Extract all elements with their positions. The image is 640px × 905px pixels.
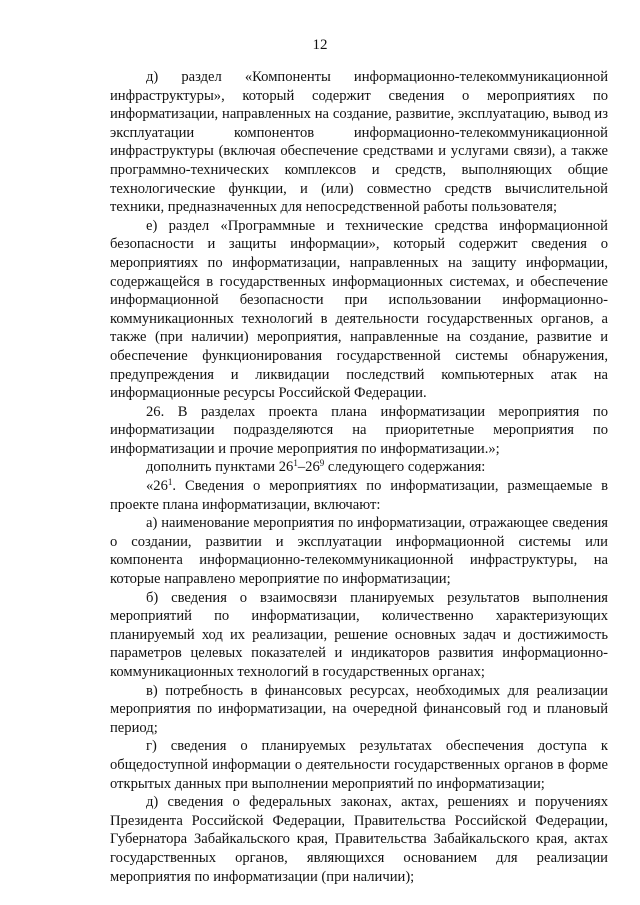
supplement-prefix: дополнить пунктами 26	[146, 459, 294, 476]
paragraph-d-components: д) раздел «Компоненты информационно-телекоммуникационной инфраструктуры», который содержит сведения о мероприятиях по информатизации, направленных на создание, развитие, эксплуатацию, вывод из эксплуатации компонентов информационно-телекоммуникационной инфраструктуры (включая обеспечение средствами и услугами связи), а также программно-технических комплексов и средств, выполняющих общие технологические функции, и (или) совместно средств вычислительной техники, предназначенных для непосредственной работы пользователя;	[110, 69, 608, 216]
document-body	[110, 68, 608, 886]
supplement-dash: –26	[297, 459, 320, 476]
supplement-suffix: следующего содержания:	[324, 459, 486, 476]
paragraph-g-open-data: г) сведения о планируемых результатах обеспечения доступа к общедоступной информации о деятельности государственных органов в форме открытых данных при выполнении мероприятий по информатизации;	[110, 738, 608, 792]
p26-1-prefix: «26	[146, 478, 168, 495]
p26-1-text: . Сведения о мероприятиях по информатизации, размещаемые в проекте плана информатизации, включают:	[110, 478, 608, 513]
paragraph-v-finance: в) потребность в финансовых ресурсах, необходимых для реализации мероприятия по информатизации, на очередной финансовый год и плановый период;	[110, 682, 608, 736]
supplement-sup-last: 9	[319, 458, 325, 469]
supplement-sup-first: 1	[293, 458, 298, 469]
paragraph-supplement	[110, 458, 608, 477]
page-number: 12	[312, 37, 328, 53]
paragraph-26-1	[110, 477, 608, 514]
paragraph-b-results: б) сведения о взаимосвязи планируемых результатов выполнения мероприятий по информатизации, количественно характеризующих планируемый ход их реализации, решение основных задач и достижимость параметров целевых показателей и индикаторов развития информационно-коммуникационных технологий в государственных органах;	[110, 589, 608, 680]
paragraph-e-security: е) раздел «Программные и технические средства информационной безопасности и защиты информации», который содержит сведения о мероприятиях по информатизации, направленных на защиту информации, содержащейся в государственных информационных системах, и обеспечение информационной безопасности при использовании информационно-коммуникационных технологий в деятельности государственных органов, а также (при наличии) мероприятия, направленные на создание, развитие и обеспечение функционирования государственной системы обнаружения, предупреждения и ликвидации последствий компьютерных атак на информационные ресурсы Российской Федерации.	[110, 217, 608, 402]
p26-1-sup: 1	[167, 477, 173, 488]
paragraph-a-name: а) наименование мероприятия по информатизации, отражающее сведения о создании, развитии и эксплуатации информационной системы или компонента информационно-телекоммуникационной инфраструктуры, на которые направлено мероприятие по информатизации;	[110, 515, 608, 588]
paragraph-d2-laws: д) сведения о федеральных законах, актах, решениях и поручениях Президента Российской Федерации, Правительства Российской Федерации, Губернатора Забайкальского края, Правительства Забайкальского края, актах государственных органов, являющихся основанием для реализации мероприятия по информатизации (при наличии);	[110, 794, 608, 885]
paragraph-26: 26. В разделах проекта плана информатизации мероприятия по информатизации подразделяются на приоритетные мероприятия по информатизации и прочие мероприятия по информатизации.»;	[110, 403, 608, 457]
